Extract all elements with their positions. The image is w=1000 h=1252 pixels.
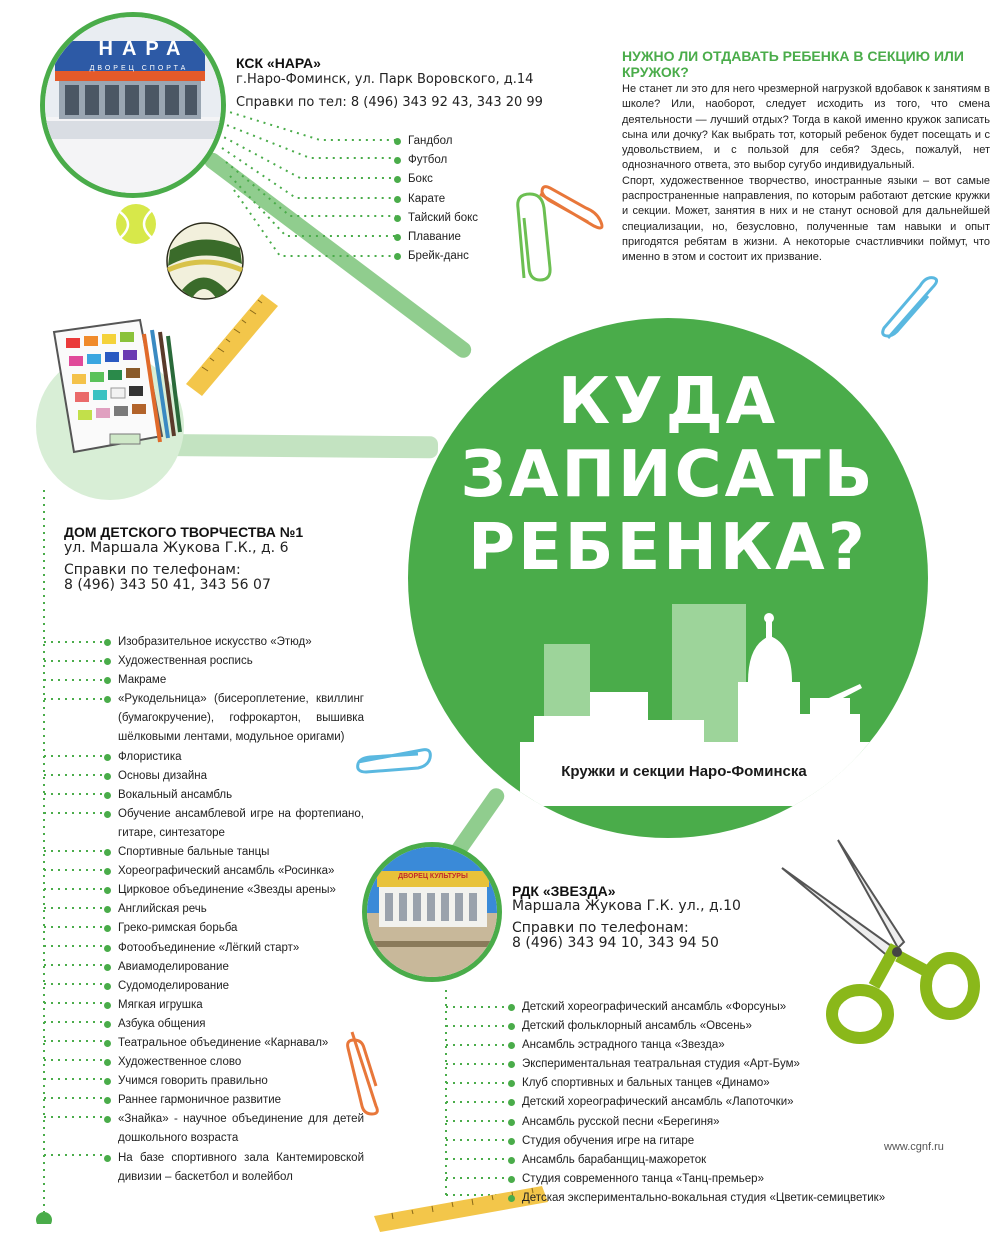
list-item: Студия современного танца «Танц-премьер» [508,1170,885,1189]
list-item: Театральное объединение «Карнавал» [104,1034,364,1053]
main-title-line-3: РЕБЕНКА? [468,511,868,585]
list-item: Изобразительное искусство «Этюд» [104,633,364,652]
list-item: Судомоделирование [104,977,364,996]
connector-ddt [168,434,438,458]
list-item: На базе спортивного зала Кантемировской дивизии – баскетбол и волейбол [104,1149,364,1187]
article-paragraph-2: Спорт, художественное творчество, иностранные языки – вот самые распространенные направления, по которым работают детские кружки и секции. Может, занятия в них и не станут основой для дальнейшей специализации, но, безусловно, полученные там навыки и опыт пригодятся ребятам в жизни. А некоторые счастливчики поймут, что именно в этом и состоит их призвание. [622,174,990,264]
list-item: Хореографический ансамбль «Росинка» [104,862,364,881]
list-item: Флористика [104,748,364,767]
list-item: Макраме [104,671,364,690]
nara-photo [40,12,226,198]
list-item: Ансамбль русской песни «Берегиня» [508,1113,885,1132]
website-link[interactable]: www.cgnf.ru [884,1141,944,1153]
rdk-dotted-lines [444,990,516,1204]
list-item: Раннее гармоничное развитие [104,1091,364,1110]
list-item: Тайский бокс [394,209,478,228]
list-item: Авиамоделирование [104,958,364,977]
rdk-phone: 8 (496) 343 94 10, 343 94 50 [512,935,719,951]
list-item: Основы дизайна [104,767,364,786]
rdk-items-list [508,998,885,1208]
main-caption: Кружки и секции Наро-Фоминска [520,754,848,790]
article-paragraph-1: Не станет ли это для него чрезмерной нагрузкой вдобавок к занятиям в школе? Или, наоборот, следует исходить из того, что смена деятельности — лучший отдых? Тогда в какой именно кружок записать сына или дочку? Как выбрать тот, который ребенок будет посещать и с удовольствием, и с пользой для себя? Здесь, пожалуй, нет однозначного ответа, это выбор сугубо индивидуальный. [622,83,990,172]
ddt-phone-label: Справки по телефонам: [64,562,241,578]
nara-sign-main: НАРА [98,38,190,60]
main-title [408,366,928,585]
main-circle [408,318,928,838]
nara-sign-sub: ДВОРЕЦ СПОРТА [89,65,189,72]
tennis-ball-icon [114,202,158,246]
nara-phone: Справки по тел: 8 (496) 343 92 43, 343 20 99 [236,95,543,110]
nara-items-list [394,132,478,266]
list-item: «Рукодельница» (бисероплетение, квиллинг (бумагокручение), гофрокартон, вышивка шёлковыми лентами, модульное оригами) [104,690,364,747]
rdk-photo [362,842,502,982]
list-item: Обучение ансамблевой игре на фортепиано, гитаре, синтезаторе [104,805,364,843]
rdk-name: РДК «ЗВЕЗДА» [512,883,616,899]
ddt-dotted-lines [36,490,112,1224]
ddt-phone: 8 (496) 343 50 41, 343 56 07 [64,577,271,593]
list-item: Карате [394,190,478,209]
list-item: Вокальный ансамбль [104,786,364,805]
list-item: Художественная роспись [104,652,364,671]
list-item: «Знайка» - научное объединение для детей дошкольного возраста [104,1110,364,1148]
list-item: Английская речь [104,900,364,919]
rdk-phone-label: Справки по телефонам: [512,920,689,936]
list-item: Азбука общения [104,1015,364,1034]
list-item: Детский хореографический ансамбль «Лапоточки» [508,1093,885,1112]
paint-palette-icon [44,314,192,462]
list-item: Ансамбль эстрадного танца «Звезда» [508,1036,885,1055]
rdk-address: Маршала Жукова Г.К. ул., д.10 [512,898,741,914]
list-item: Детский хореографический ансамбль «Форсуны» [508,998,885,1017]
list-item: Греко-римская борьба [104,919,364,938]
list-item: Экспериментальная театральная студия «Арт-Бум» [508,1055,885,1074]
volleyball-icon [164,220,246,302]
ruler-icon [184,292,280,398]
list-item: Клуб спортивных и бальных танцев «Динамо» [508,1074,885,1093]
ddt-address: ул. Маршала Жукова Г.К., д. 6 [64,540,289,556]
list-item: Детская экспериментально-вокальная студия «Цветик-семицветик» [508,1189,885,1208]
ddt-items-list [104,633,364,1187]
list-item: Гандбол [394,132,478,151]
list-item: Спортивные бальные танцы [104,843,364,862]
nara-address: г.Наро-Фоминск, ул. Парк Воровского, д.14 [236,72,534,87]
article-body [622,82,990,266]
list-item: Плавание [394,228,478,247]
list-item: Детский фольклорный ансамбль «Овсень» [508,1017,885,1036]
article-title: НУЖНО ЛИ ОТДАВАТЬ РЕБЕНКА В СЕКЦИЮ ИЛИ КРУЖОК? [622,48,964,80]
list-item: Брейк-данс [394,247,478,266]
paperclip-icon [536,180,610,240]
list-item: Мягкая игрушка [104,996,364,1015]
list-item: Бокс [394,170,478,189]
list-item: Учимся говорить правильно [104,1072,364,1091]
ddt-name: ДОМ ДЕТСКОГО ТВОРЧЕСТВА №1 [64,524,304,540]
list-item: Цирковое объединение «Звезды арены» [104,881,364,900]
list-item: Студия обучения игре на гитаре [508,1132,885,1151]
main-title-line-2: ЗАПИСАТЬ [460,438,876,512]
rdk-sign: ДВОРЕЦ КУЛЬТУРЫ [398,873,468,880]
list-item: Футбол [394,151,478,170]
main-title-line-1: КУДА [557,365,779,439]
nara-name: КСК «НАРА» [236,55,321,71]
list-item: Фотообъединение «Лёгкий старт» [104,939,364,958]
list-item: Художественное слово [104,1053,364,1072]
list-item: Ансамбль барабанщиц-мажореток [508,1151,885,1170]
